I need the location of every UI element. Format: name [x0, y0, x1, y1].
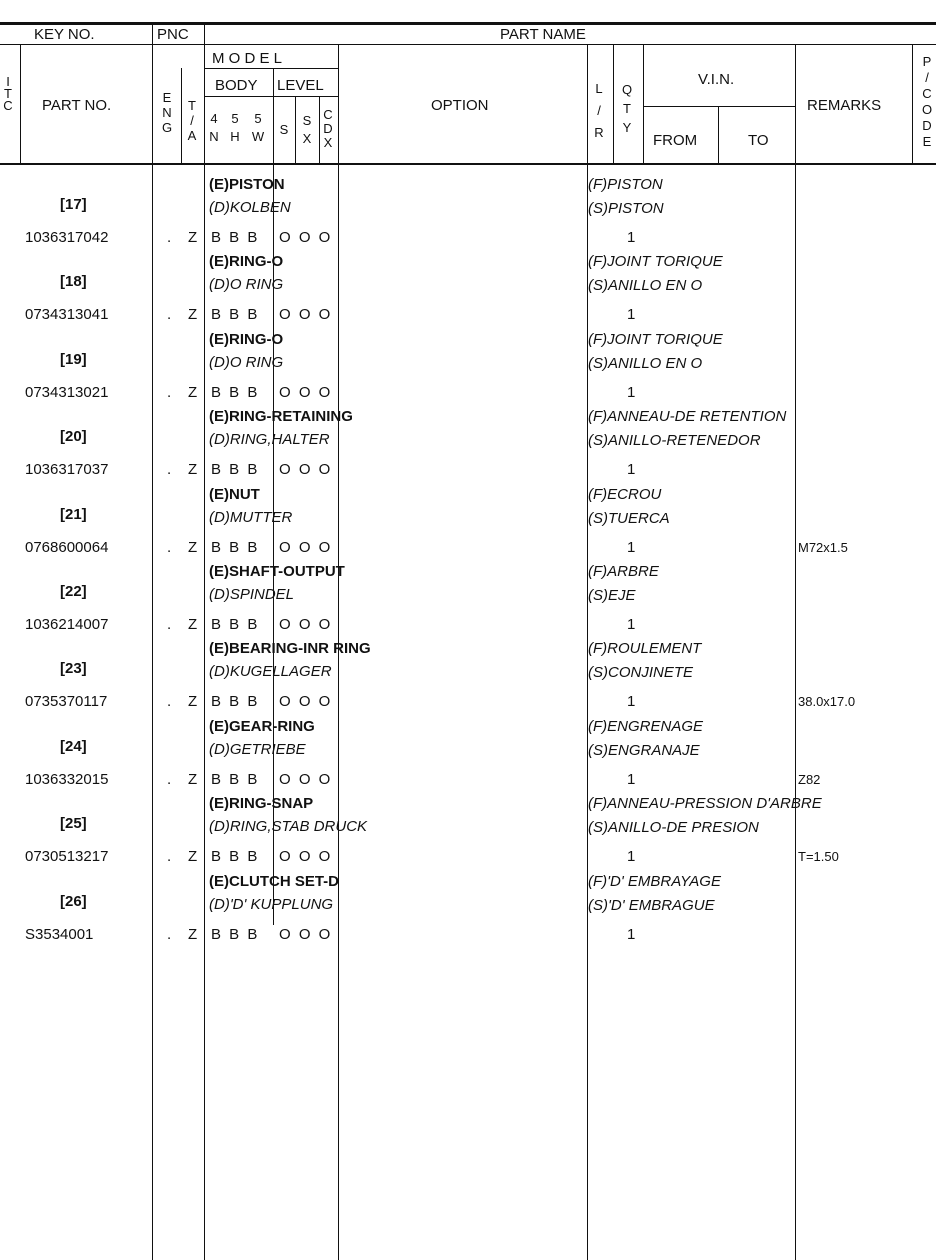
itc-char: I — [6, 74, 10, 89]
v-level-s — [295, 96, 296, 164]
level-sx-char: X — [302, 131, 312, 146]
part-name-french: (F)ARBRE — [588, 563, 659, 580]
body-col-char: 5 — [231, 111, 239, 126]
eng-mark: . — [167, 925, 172, 943]
part-name-spanish: (S)ANILLO EN O — [588, 354, 703, 372]
level-s-char: S — [279, 122, 289, 137]
key-no: [22] — [60, 583, 87, 600]
v-model-option — [338, 44, 339, 165]
part-name-french: (F)ENGRENAGE — [588, 717, 704, 735]
eng-mark: . — [167, 306, 172, 324]
part-name-english: (E)RING-RETAINING — [209, 408, 353, 426]
itc-char: T — [4, 86, 12, 101]
key-no: [19] — [60, 350, 87, 368]
eng-mark: . — [167, 848, 172, 866]
quantity: 1 — [627, 925, 636, 943]
quantity: 1 — [627, 848, 636, 866]
remarks: Z82 — [798, 771, 821, 787]
ta-code: Z — [188, 616, 198, 633]
key-no: [18] — [60, 273, 87, 291]
eng-char: N — [162, 105, 172, 120]
pcode-char: / — [925, 70, 929, 85]
ta-code: Z — [188, 693, 198, 711]
eng-mark: . — [167, 770, 172, 788]
part-no: 1036317042 — [25, 229, 109, 246]
level-models: O O O — [279, 538, 333, 556]
part-no: 0730513217 — [25, 848, 109, 866]
header-from: FROM — [653, 132, 698, 149]
quantity: 1 — [627, 461, 636, 479]
qty-char: Y — [622, 120, 632, 135]
part-name-french: (F)'D' EMBRAYAGE — [588, 872, 721, 890]
part-name-french: (F)PISTON — [588, 176, 663, 193]
part-name-spanish: (S)ANILLO-RETENEDOR — [588, 432, 761, 450]
pcode-char: O — [921, 102, 933, 117]
header-lr — [592, 78, 606, 144]
key-no: [25] — [60, 815, 87, 833]
level-models: O O O — [279, 229, 333, 246]
part-no: S3534001 — [25, 925, 94, 943]
v-qty-vin — [643, 44, 644, 165]
v-option-lr — [587, 44, 588, 165]
pcode-char: P — [922, 54, 932, 69]
part-no: 0734313021 — [25, 383, 109, 401]
v-vin-remarks — [795, 44, 796, 165]
part-name-spanish: (S)TUERCA — [588, 509, 670, 527]
header-body-col-1 — [207, 110, 221, 146]
ta-code: Z — [188, 538, 198, 556]
vin-rule — [643, 106, 795, 107]
part-name-english: (E)NUT — [209, 485, 260, 503]
quantity: 1 — [627, 693, 636, 711]
part-name-english: (E)RING-SNAP — [209, 795, 314, 813]
part-name-english: (E)PISTON — [209, 176, 285, 193]
lr-char: R — [594, 125, 604, 140]
part-name-english: (E)SHAFT-OUTPUT — [209, 563, 345, 580]
part-no: 0734313041 — [25, 306, 109, 324]
part-no: 1036214007 — [25, 616, 109, 633]
quantity: 1 — [627, 229, 636, 246]
part-name-english: (E)RING-O — [209, 330, 284, 348]
body-models: B B B — [211, 229, 260, 246]
eng-mark: . — [167, 229, 172, 246]
pcode-char: E — [922, 134, 932, 149]
body-col-char: H — [230, 129, 240, 144]
body-col-char: 5 — [254, 111, 262, 126]
v-level-sx — [319, 96, 320, 164]
key-no: [24] — [60, 737, 87, 755]
quantity: 1 — [627, 538, 636, 556]
qty-char: Q — [621, 82, 633, 97]
ta-code: Z — [188, 770, 198, 788]
v-itc — [20, 44, 21, 164]
itc-char: C — [3, 98, 13, 113]
level-models: O O O — [279, 461, 333, 479]
key-no: [17] — [60, 196, 87, 213]
part-name-french: (F)ANNEAU-PRESSION D'ARBRE — [588, 795, 822, 813]
header-model: M O D E L — [212, 50, 283, 67]
part-name-spanish: (S)ANILLO EN O — [588, 277, 703, 295]
level-models: O O O — [279, 770, 333, 788]
part-name-spanish: (S)PISTON — [588, 200, 664, 217]
model-rule-2 — [204, 96, 338, 97]
part-no: 0735370117 — [25, 693, 108, 711]
header-key-no: KEY NO. — [34, 26, 95, 43]
ta-code: Z — [188, 848, 198, 866]
header-qty — [620, 80, 634, 137]
part-name-german: (D)MUTTER — [209, 508, 293, 526]
body-v-pnc-right — [204, 165, 205, 1260]
header-body-col-2 — [228, 110, 242, 146]
v-eng-ta — [181, 68, 182, 164]
part-name-german: (D)O RING — [209, 276, 284, 294]
part-name-german: (D)O RING — [209, 353, 284, 371]
part-name-english: (E)CLUTCH SET-D — [209, 872, 339, 890]
lr-char: L — [595, 81, 603, 96]
quantity: 1 — [627, 383, 636, 401]
level-models: O O O — [279, 306, 333, 324]
part-name-french: (F)ECROU — [588, 485, 662, 503]
v-body-level — [273, 68, 274, 164]
ta-char: A — [187, 128, 197, 143]
header-eng — [160, 90, 174, 135]
part-name-german: (D)'D' KUPPLUNG — [209, 895, 334, 913]
part-no: 0768600064 — [25, 538, 109, 556]
qty-char: T — [623, 101, 631, 116]
header-pcode — [920, 54, 934, 150]
body-models: B B B — [211, 461, 260, 479]
body-v-option-right — [587, 165, 588, 1260]
part-name-french: (F)JOINT TORIQUE — [588, 330, 723, 348]
body-col-char: W — [251, 129, 265, 144]
header-level-cdx — [321, 108, 335, 150]
level-sx-char: S — [302, 113, 312, 128]
model-rule-1 — [204, 68, 338, 69]
remarks: 38.0x17.0 — [798, 694, 856, 710]
quantity: 1 — [627, 306, 636, 324]
part-no: 1036332015 — [25, 770, 109, 788]
pcode-char: D — [922, 118, 932, 133]
body-v-pnc-left — [152, 165, 153, 1260]
lr-char: / — [597, 103, 601, 118]
header-itc — [1, 76, 15, 112]
v-lr-qty — [613, 44, 614, 165]
eng-mark: . — [167, 538, 172, 556]
v-remarks-pcode — [912, 44, 913, 165]
header-level: LEVEL — [277, 77, 324, 94]
part-name-german: (D)KOLBEN — [209, 199, 291, 216]
key-no: [20] — [60, 428, 87, 446]
part-name-spanish: (S)ANILLO-DE PRESION — [588, 819, 759, 837]
body-models: B B B — [211, 616, 260, 633]
body-models: B B B — [211, 693, 260, 711]
eng-char: G — [161, 120, 173, 135]
eng-mark: . — [167, 461, 172, 479]
part-name-french: (F)ROULEMENT — [588, 640, 702, 658]
body-col-char: 4 — [210, 111, 218, 126]
part-name-english: (E)BEARING-INR RING — [209, 640, 371, 658]
part-name-spanish: (S)ENGRANAJE — [588, 741, 700, 759]
part-name-german: (D)KUGELLAGER — [209, 663, 332, 681]
part-no: 1036317037 — [25, 461, 109, 479]
part-name-french: (F)JOINT TORIQUE — [588, 253, 723, 271]
eng-char: E — [162, 90, 172, 105]
body-models: B B B — [211, 925, 260, 943]
ta-char: T — [188, 98, 196, 113]
part-name-english: (E)RING-O — [209, 253, 284, 271]
header-level-sx — [300, 112, 314, 148]
header-to: TO — [748, 132, 769, 149]
part-name-french: (F)ANNEAU-DE RETENTION — [588, 408, 787, 426]
v-from-to — [718, 106, 719, 164]
ta-char: / — [190, 113, 194, 128]
part-name-german: (D)SPINDEL — [209, 586, 295, 603]
ta-code: Z — [188, 461, 198, 479]
top-rule — [0, 22, 936, 25]
header-ta — [185, 98, 199, 143]
part-name-german: (D)RING,STAB DRUCK — [209, 818, 368, 836]
body-col-char: N — [209, 129, 219, 144]
eng-mark: . — [167, 693, 172, 711]
eng-mark: . — [167, 616, 172, 633]
header-body: BODY — [215, 77, 258, 94]
level-models: O O O — [279, 616, 333, 633]
part-name-spanish: (S)CONJINETE — [588, 664, 693, 682]
part-name-english: (E)GEAR-RING — [209, 717, 315, 735]
body-models: B B B — [211, 770, 260, 788]
remarks: T=1.50 — [798, 849, 839, 865]
key-no: [23] — [60, 660, 87, 678]
level-models: O O O — [279, 693, 333, 711]
ta-code: Z — [188, 925, 198, 943]
part-name-german: (D)GETRIEBE — [209, 740, 306, 758]
header-part-no: PART NO. — [42, 97, 112, 114]
level-models: O O O — [279, 383, 333, 401]
level-cdx-char: D — [323, 121, 333, 136]
body-v-remarks-left — [795, 165, 796, 1260]
part-name-spanish: (S)'D' EMBRAGUE — [588, 896, 715, 914]
v-keyno-pnc — [152, 23, 153, 165]
remarks: M72x1.5 — [798, 539, 848, 555]
part-name-german: (D)RING,HALTER — [209, 431, 330, 449]
pcode-char: C — [922, 86, 932, 101]
level-cdx-char: X — [323, 135, 333, 150]
v-pnc-model — [204, 23, 205, 165]
body-models: B B B — [211, 306, 260, 324]
header-part-name: PART NAME — [500, 26, 586, 43]
ta-code: Z — [188, 229, 198, 246]
header-vin: V.I.N. — [698, 71, 735, 88]
key-no: [21] — [60, 505, 87, 523]
body-models: B B B — [211, 538, 260, 556]
ta-code: Z — [188, 306, 198, 324]
body-v-model-right — [338, 165, 339, 1260]
body-models: B B B — [211, 848, 260, 866]
eng-mark: . — [167, 383, 172, 401]
level-models: O O O — [279, 925, 333, 943]
ta-code: Z — [188, 383, 198, 401]
header-option: OPTION — [431, 97, 489, 114]
quantity: 1 — [627, 616, 636, 633]
level-models: O O O — [279, 848, 333, 866]
header-body-col-3 — [251, 110, 265, 146]
quantity: 1 — [627, 770, 636, 788]
body-models: B B B — [211, 383, 260, 401]
header-pnc: PNC — [157, 26, 189, 43]
part-name-spanish: (S)EJE — [588, 587, 636, 604]
header-level-s — [277, 124, 291, 136]
key-no: [26] — [60, 892, 87, 910]
header-remarks: REMARKS — [807, 97, 882, 114]
level-cdx-char: C — [323, 107, 333, 122]
